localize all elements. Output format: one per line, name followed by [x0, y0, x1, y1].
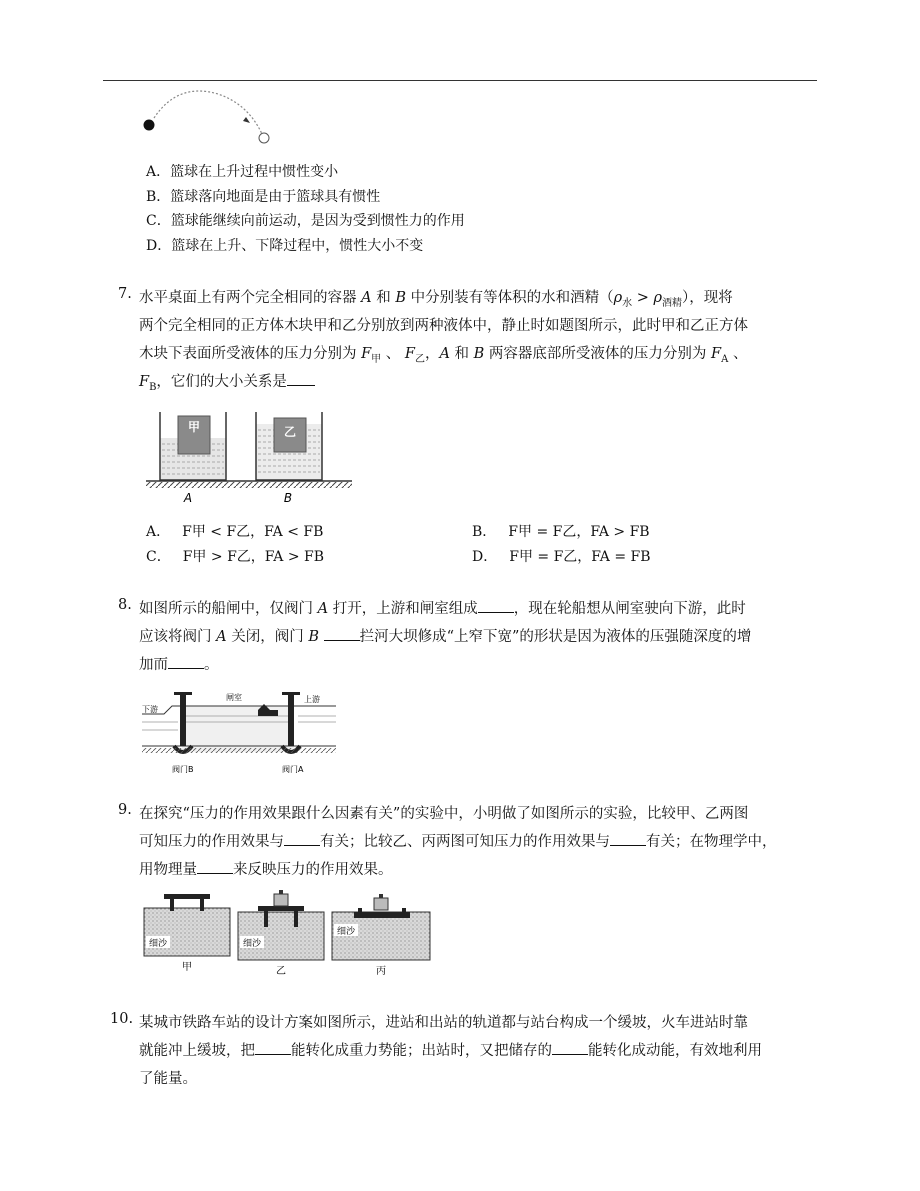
q8-blank-2[interactable]: [324, 628, 360, 641]
q9-blank-1[interactable]: [284, 833, 320, 846]
q9-line-3: 用物理量 来反映压力的作用效果。: [139, 862, 393, 878]
valve-b-label: 阀门B: [172, 765, 194, 774]
q7-answer-blank[interactable]: [287, 373, 315, 386]
q8-blank-3[interactable]: [168, 656, 204, 669]
base-b-label: B: [283, 491, 293, 505]
q6-option-d: D．篮球在上升、下降过程中，惯性大小不变: [146, 238, 424, 254]
valve-a-label: 阀门A: [282, 765, 304, 774]
q9-blank-2[interactable]: [610, 833, 646, 846]
q10-blank-2[interactable]: [552, 1042, 588, 1055]
q6-option-a: A．篮球在上升过程中惯性变小: [146, 164, 339, 180]
upstream-label: 上游: [304, 695, 320, 704]
q8-line-3: 加而 。: [139, 657, 219, 673]
q7-line-1: 水平桌面上有两个完全相同的容器 A 和 B 中分别装有等体积的水和酒精$(\rho_水 > \rho_{酒精})$，现将: [139, 290, 733, 309]
q10-blank-1[interactable]: [255, 1042, 291, 1055]
q9-number: 9.: [118, 802, 132, 818]
block-jia-label: 甲: [187, 420, 201, 434]
experiment-bing: [332, 894, 430, 976]
q8-blank-1[interactable]: [478, 600, 514, 613]
container-a: [160, 412, 226, 480]
q8-number: 8.: [118, 597, 132, 613]
q7-containers-figure: [146, 408, 352, 508]
q7-number: 7.: [118, 286, 132, 302]
q10-line-3: 了能量。: [139, 1071, 197, 1087]
q10-line-1: 某城市铁路车站的设计方案如图所示，进站和出站的轨道都与站台构成一个缓坡，火车进站时靠: [139, 1015, 748, 1031]
q7-line-3: 木块下表面所受液体的压力分别为 $F_甲$ 、 $F_乙$，A 和 B 两容器底部所受液体的压力分别为 $F_A$ 、: [139, 346, 748, 365]
base-a-label: A: [183, 491, 193, 505]
q10-line-2: 就能冲上缓坡，把 能转化成重力势能；出站时，又把储存的 能转化成动能，有效地利用: [139, 1043, 762, 1059]
sand-label-yi: 细沙: [242, 939, 262, 949]
caption-jia: 甲: [182, 962, 192, 973]
q7-option-d: D． F甲 = F乙，FA = FB: [472, 549, 651, 565]
q7-option-b: B． F甲 = F乙，FA > FB: [472, 524, 650, 540]
q7-option-a: A． F甲 < F乙，FA < FB: [146, 524, 324, 540]
container-b: [256, 412, 322, 480]
q6-option-b: B．篮球落向地面是由于篮球具有惯性: [146, 189, 381, 205]
experiment-jia: [144, 894, 230, 973]
chamber-label: 闸室: [226, 693, 242, 702]
ship-lock-figure: [138, 686, 338, 778]
q7-option-c: C． F甲 > F乙，FA > FB: [146, 549, 325, 565]
basketball-trajectory-figure: [138, 88, 278, 148]
q10-number: 10.: [110, 1011, 134, 1027]
caption-yi: 乙: [276, 966, 286, 976]
q9-line-1: 在探究“压力的作用效果跟什么因素有关”的实验中，小明做了如图所示的实验，比较甲、乙两图: [139, 806, 749, 822]
downstream-label: 下游: [142, 705, 158, 714]
q7-line-4: $F_B$，它们的大小关系是: [139, 370, 315, 393]
caption-bing: 丙: [376, 966, 386, 976]
q6-option-c: C．篮球能继续向前运动，是因为受到惯性力的作用: [146, 213, 465, 229]
sand-label-bing: 细沙: [336, 927, 356, 937]
q8-line-1: 如图所示的船闸中，仅阀门 A 打开，上游和闸室组成 ，现在轮船想从闸室驶向下游，此时: [139, 601, 746, 617]
q7-line-2: 两个完全相同的正方体木块甲和乙分别放到两种液体中，静止时如题图所示，此时甲和乙正方体: [139, 318, 748, 334]
experiment-yi: [238, 890, 324, 976]
q9-blank-3[interactable]: [197, 861, 233, 874]
block-yi-label: 乙: [283, 425, 297, 439]
header-rule: [103, 80, 817, 81]
q9-line-2: 可知压力的作用效果与 有关；比较乙、丙两图可知压力的作用效果与 有关；在物理学中，: [139, 834, 777, 850]
q8-line-2: 应该将阀门 A 关闭，阀门 B 拦河大坝修成“上窄下宽”的形状是因为液体的压强随深度的增: [139, 629, 752, 645]
sand-experiment-figure: [140, 884, 436, 976]
sand-label-jia: 细沙: [148, 939, 168, 949]
